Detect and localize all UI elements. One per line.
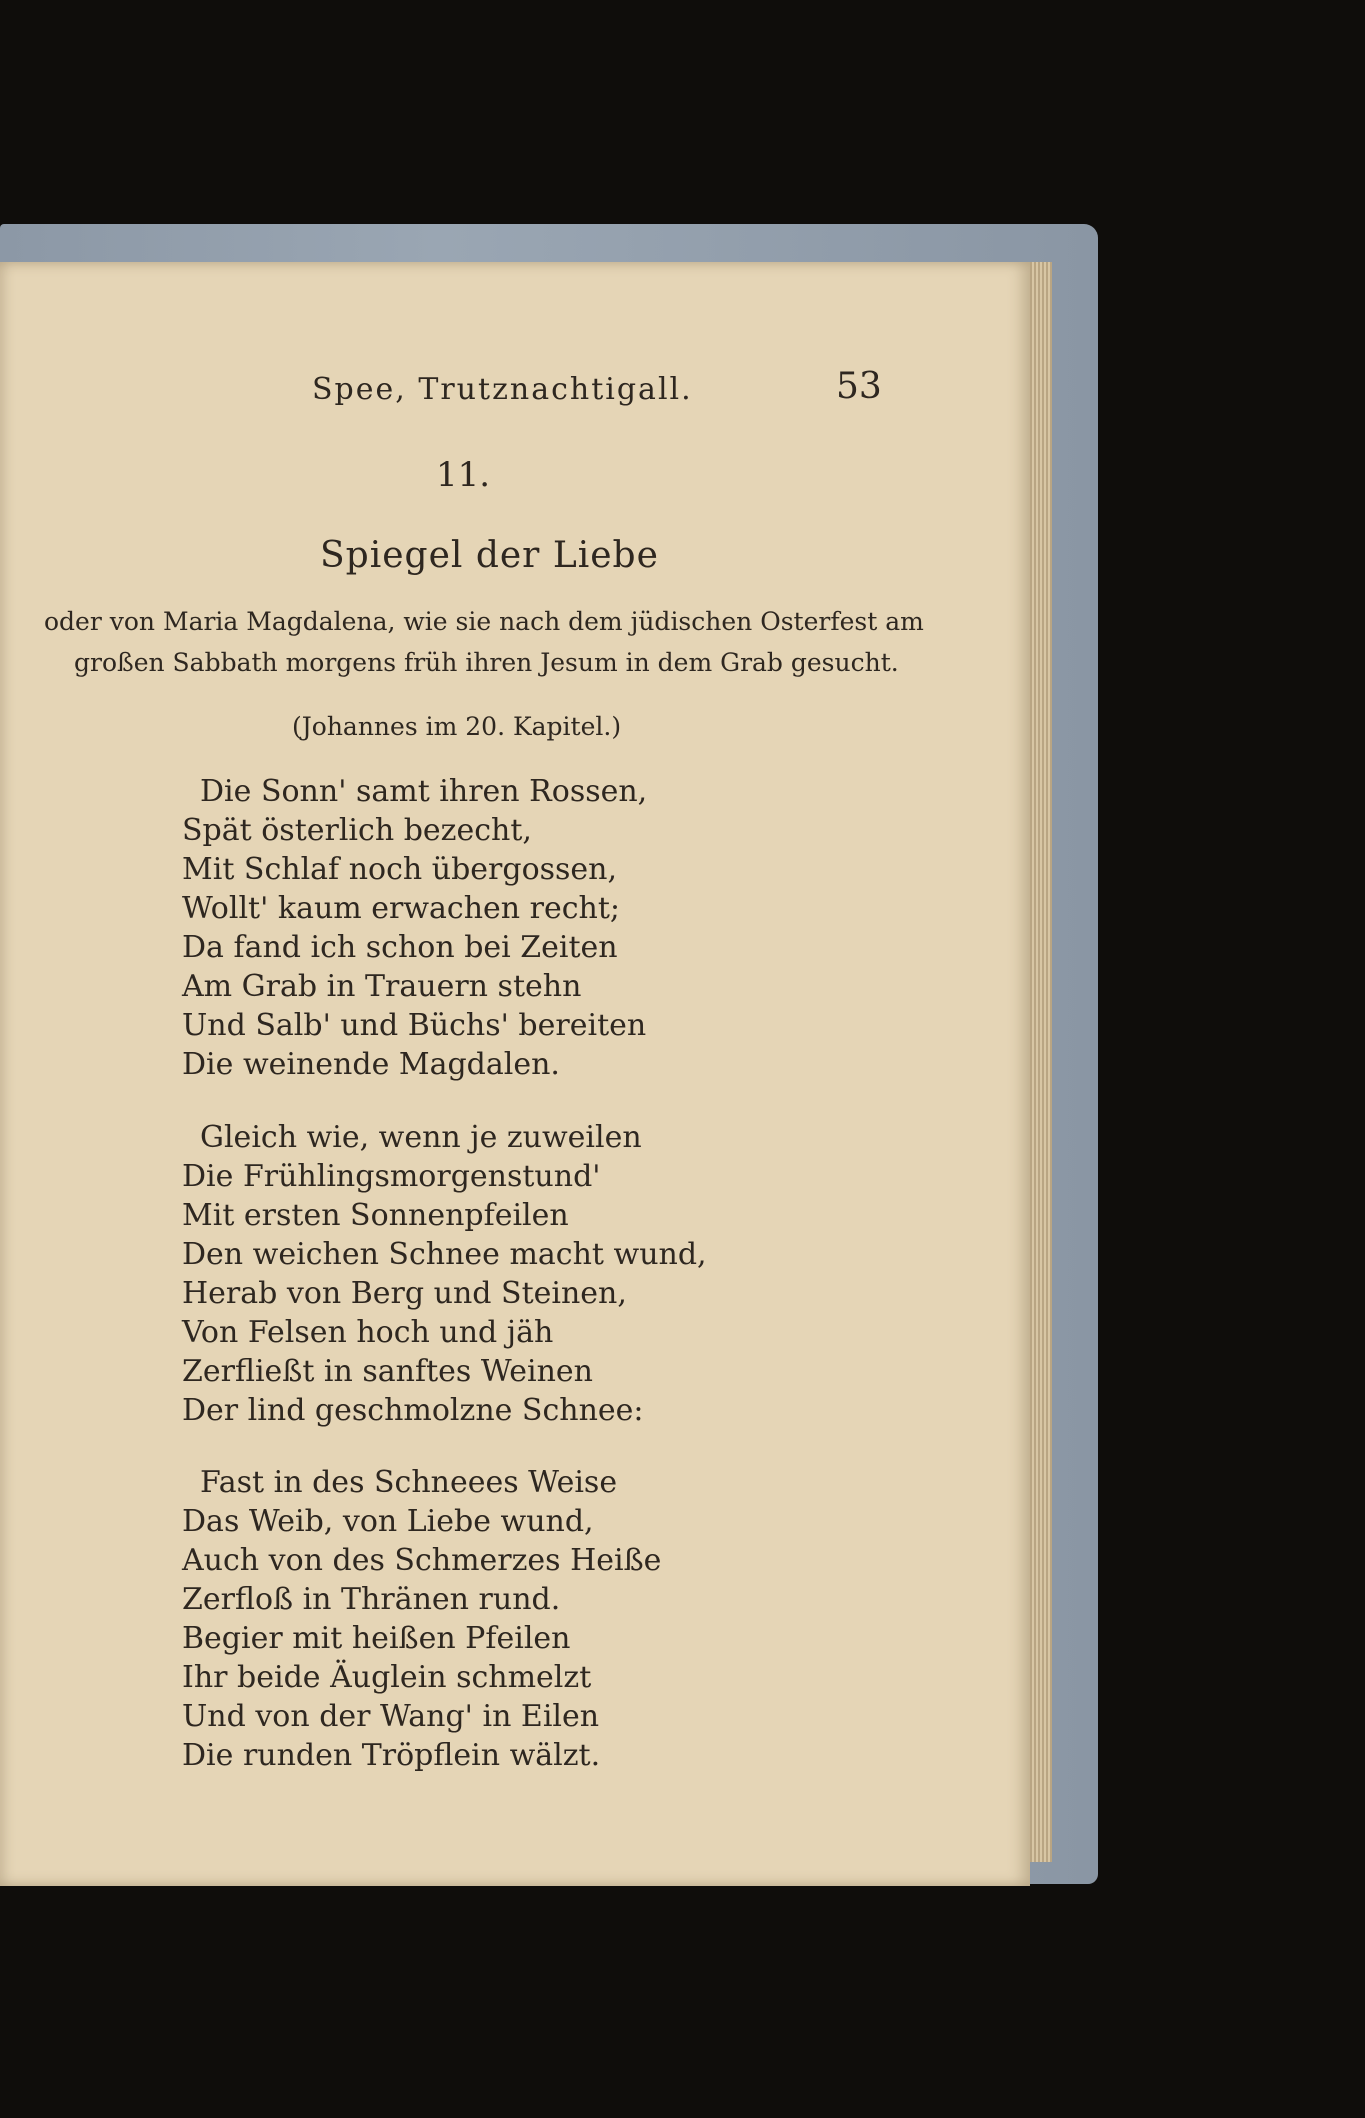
verse-line: Mit Schlaf noch übergossen, [182,852,618,887]
poem-source: (Johannes im 20. Kapitel.) [292,712,622,741]
stanza-2 [182,1118,707,1430]
verse-line: Die Frühlingsmorgenstund' [182,1159,601,1194]
verse-line: Herab von Berg und Steinen, [182,1276,627,1311]
page-number: 53 [836,366,882,407]
poem-title: Spiegel der Liebe [320,535,659,576]
verse-line: Und von der Wang' in Eilen [182,1699,600,1734]
verse-line: Zerfloß in Thränen rund. [182,1582,561,1617]
verse-line: Das Weib, von Liebe wund, [182,1504,594,1539]
verse-line: Spät österlich bezecht, [182,813,532,848]
stanza-1 [182,772,647,1084]
stanza-3 [182,1463,661,1775]
verse-line: Die Sonn' samt ihren Rossen, [200,774,648,809]
verse-line: Von Felsen hoch und jäh [182,1315,554,1350]
verse-line: Begier mit heißen Pfeilen [182,1621,571,1656]
verse-line: Ihr beide Äuglein schmelzt [182,1660,592,1695]
verse-line: Die runden Tröpflein wälzt. [182,1738,601,1773]
verse-line: Den weichen Schnee macht wund, [182,1237,707,1272]
verse-line: Am Grab in Trauern stehn [182,969,582,1004]
poem-number: 11. [436,455,491,495]
verse-line: Mit ersten Sonnenpfeilen [182,1198,569,1233]
verse-line: Zerfließt in sanftes Weinen [182,1354,593,1389]
poem-subtitle-line: großen Sabbath morgens früh ihren Jesum in dem Grab gesucht. [74,648,899,677]
verse-line: Fast in des Schneees Weise [200,1465,618,1500]
verse-line: Wollt' kaum erwachen recht; [182,891,621,926]
verse-line: Der lind geschmolzne Schnee: [182,1393,644,1428]
verse-line: Gleich wie, wenn je zuweilen [200,1120,642,1155]
poem-subtitle-line: oder von Maria Magdalena, wie sie nach dem jüdischen Osterfest am [44,607,924,636]
running-head: Spee, Trutznachtigall. [312,372,693,407]
verse-line: Auch von des Schmerzes Heiße [182,1543,662,1578]
verse-line: Die weinende Magdalen. [182,1047,560,1082]
verse-line: Da fand ich schon bei Zeiten [182,930,618,965]
verse-line: Und Salb' und Büchs' bereiten [182,1008,647,1043]
